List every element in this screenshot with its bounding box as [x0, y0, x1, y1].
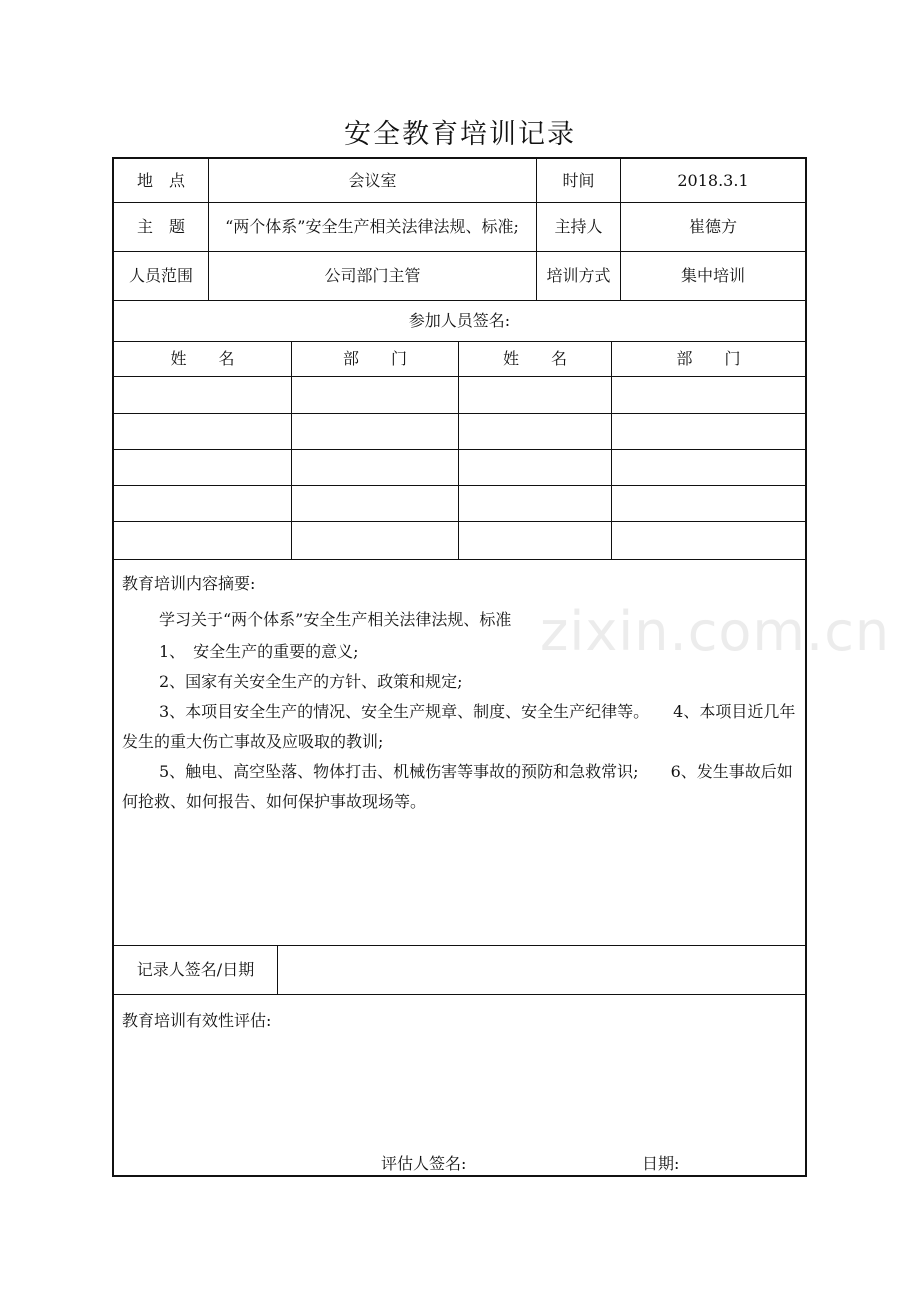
row-divider	[112, 994, 807, 995]
evaluator-signature-label: 评估人签名:	[381, 1154, 467, 1173]
evaluation-date-label: 日期:	[642, 1154, 680, 1173]
topic-label: 主 题	[136, 217, 185, 236]
summary-item: 1、 安全生产的重要的意义;	[159, 642, 359, 661]
table-row	[114, 522, 805, 559]
signature-heading: 参加人员签名:	[408, 311, 511, 330]
column-header-name: 姓 名	[170, 349, 235, 368]
recorder-label: 记录人签名/日期	[136, 960, 255, 979]
time-label: 时间	[562, 170, 595, 190]
summary-item: 2、国家有关安全生产的方针、政策和规定;	[159, 672, 463, 691]
row-divider	[112, 559, 807, 560]
page-title: 安全教育培训记录	[344, 119, 576, 150]
method-label: 培训方式	[546, 266, 611, 285]
table-row	[114, 486, 805, 521]
column-header-department: 部 门	[676, 349, 741, 368]
table-row	[114, 377, 805, 413]
host-value: 崔德方	[688, 217, 737, 236]
location-label: 地 点	[136, 170, 185, 190]
column-header-name: 姓 名	[502, 349, 567, 368]
evaluation-heading: 教育培训有效性评估:	[122, 1011, 272, 1030]
col-divider	[277, 945, 278, 994]
table-row	[114, 450, 805, 485]
scope-label: 人员范围	[128, 266, 193, 285]
summary-item: 3、本项目安全生产的情况、安全生产规章、制度、安全生产纪律等。 4、本项目近几年发生的重大伤亡事故及应吸取的教训;	[122, 702, 796, 751]
watermark: zixin.com.cn	[540, 600, 891, 663]
summary-heading: 教育培训内容摘要:	[122, 574, 256, 593]
summary-item: 5、触电、高空坠落、物体打击、机械伤害等事故的预防和急救常识; 6、发生事故后如何抢救、如何报告、如何保护事故现场等。	[122, 762, 793, 811]
topic-value: “两个体系”安全生产相关法律法规、标准;	[225, 217, 519, 236]
summary-intro: 学习关于“两个体系”安全生产相关法律法规、标准	[159, 610, 512, 629]
method-value: 集中培训	[680, 266, 745, 285]
location-value: 会议室	[348, 170, 397, 190]
scope-value: 公司部门主管	[324, 266, 421, 285]
time-value: 2018.3.1	[677, 170, 749, 190]
table-row	[114, 414, 805, 449]
host-label: 主持人	[554, 217, 603, 236]
column-header-department: 部 门	[342, 349, 407, 368]
